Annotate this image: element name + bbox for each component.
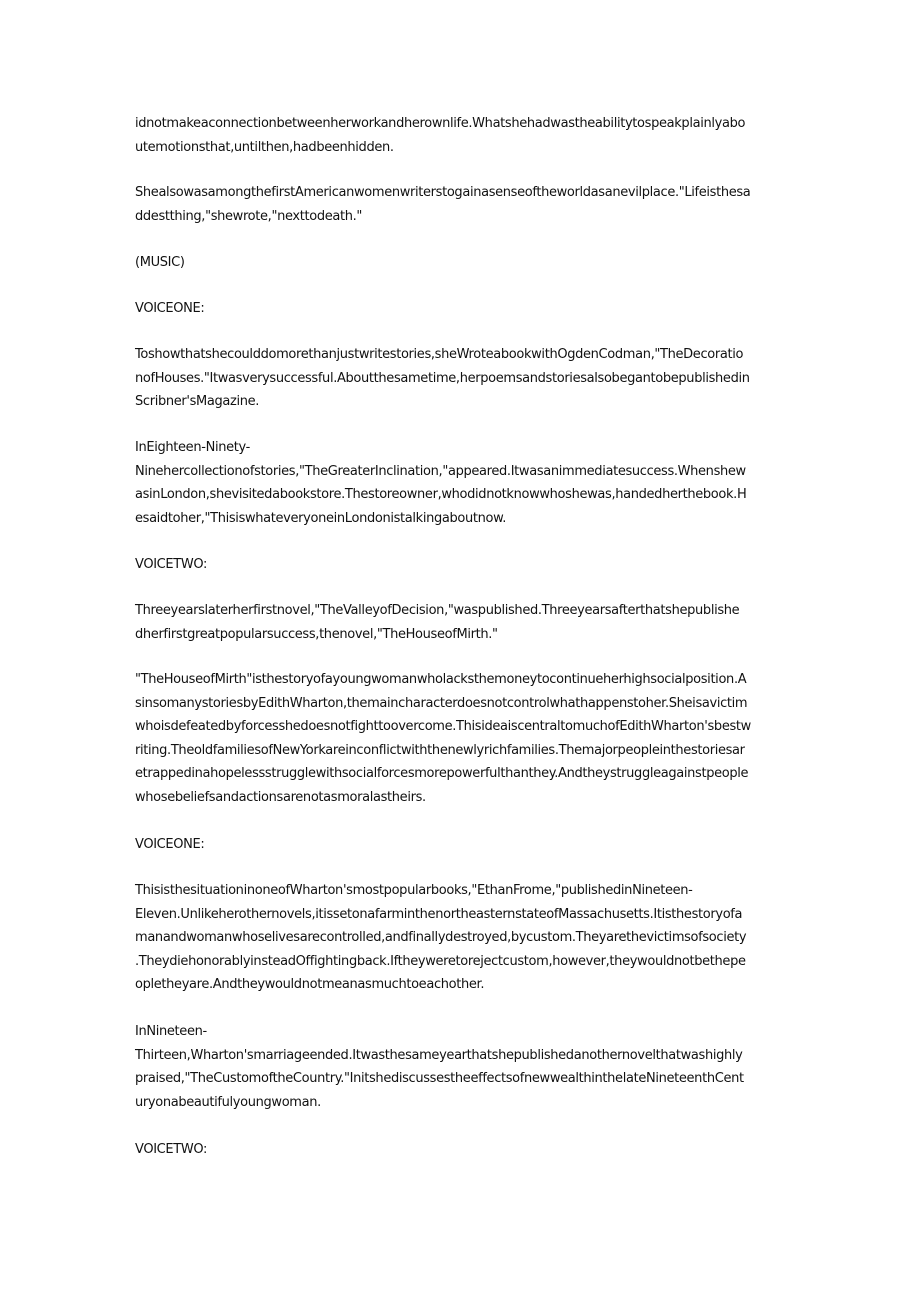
- text-line: whosebeliefsandactionsarenotasmoralastheirs.: [135, 789, 426, 805]
- text-line: uryonabeautifulyoungwoman.: [135, 1094, 321, 1110]
- paragraph: [135, 112, 787, 159]
- text-line: Scribner'sMagazine.: [135, 394, 260, 409]
- text-line: asinLondon,shevisitedabookstore.Thestoreowner,whodidnotknowwhoshewas,handedherthebook.H: [135, 487, 747, 502]
- text-line: etrappedinahopelessstrugglewithsocialforcesmorepowerfulthanthey.Andtheystruggleagainstpeople: [135, 766, 749, 781]
- text-line: idnotmakeaconnectionbetweenherworkandherownlife.Whatshehadwastheabilitytospeakplainlyabo: [135, 116, 746, 131]
- paragraph: [135, 879, 787, 997]
- text-line: Thirteen,Wharton'smarriageended.Itwasthesameyearthatshepublishedanothernovelthatwashighly: [135, 1047, 743, 1063]
- text-line: nofHouses."Itwasverysuccessful.Aboutthesametime,herpoemsandstoriesalsobegantobepublishedin: [135, 370, 750, 386]
- speaker-label: [135, 297, 787, 321]
- text-line: ThisisthesituationinoneofWharton'smostpopularbooks,"EthanFrome‚"publishedinNineteen-: [135, 883, 693, 898]
- text-line: "TheHouseofMirth"isthestoryofayoungwomanwholacksthemoneytocontinueherhighsocialposition.A: [135, 672, 747, 687]
- text-line: Toshowthatshecoulddomorethanjustwritestories,sheWroteabookwithOgdenCodman‚"TheDecoratio: [135, 347, 744, 362]
- speaker-label: [135, 1138, 787, 1162]
- text-line: whoisdefeatedbyforcesshedoesnotfighttoovercome.ThisideaiscentraltomuchofEdithWharton'sbestw: [135, 719, 751, 734]
- text-line: opletheyare.Andtheywouldnotmeanasmuchtoeachother.: [135, 977, 485, 992]
- text-line: dherfirstgreatpopularsuccess,thenovel,"TheHouseofMirth.": [135, 626, 498, 642]
- text-line: VOICEONE:: [135, 301, 205, 316]
- text-line: VOICETWO:: [135, 557, 208, 572]
- paragraph: [135, 599, 787, 646]
- text-line: InNineteen-: [135, 1024, 207, 1039]
- paragraph: [135, 1020, 787, 1114]
- text-line: Eleven.Unlikeherothernovels,itissetonafarminthenortheasternstateofMassachusetts.Itisthestoryofa: [135, 906, 743, 922]
- text-line: esaidtoher,"ThisiswhateveryoneinLondonistalkingaboutnow.: [135, 510, 507, 526]
- paragraph: [135, 668, 787, 809]
- text-line: Threeyearslaterherfirstnovel,"TheValleyofDecision,"waspublished.Threeyearsafterthatshepublishe: [135, 603, 740, 618]
- text-line: .TheydiehonorablyinsteadOffightingback.Iftheyweretorejectcustom,however,theywouldnotbethepe: [135, 953, 746, 969]
- speaker-label: [135, 833, 787, 857]
- stage-direction: [135, 251, 787, 275]
- text-line: InEighteen-Ninety-: [135, 440, 250, 455]
- text-line: ShealsowasamongthefirstAmericanwomenwriterstogainasenseoftheworldasanevilplace."Lifeisthesa: [135, 185, 751, 200]
- text-line: praised,"TheCustomoftheCountry."InitshediscussestheeffectsofnewwealthinthelateNineteenthCent: [135, 1071, 744, 1086]
- paragraph: [135, 436, 787, 530]
- paragraph: [135, 181, 787, 228]
- text-line: manandwomanwhoselivesarecontrolled,andfinallydestroyed,bycustom.Theyarethevictimsofsociety: [135, 930, 747, 945]
- speaker-label: [135, 553, 787, 577]
- text-line: sinsomanystoriesbyEdithWharton,themaincharacterdoesnotcontrolwhathappenstoher.Sheisavictim: [135, 695, 748, 711]
- text-line: VOICETWO:: [135, 1142, 208, 1157]
- text-line: utemotionsthat‚untilthen,hadbeenhidden.: [135, 139, 394, 155]
- text-line: (MUSIC): [135, 255, 185, 270]
- text-line: ddestthing,"shewrote,"nexttodeath.": [135, 208, 363, 224]
- text-line: riting.TheoldfamiliesofNewYorkareinconflictwiththenewlyrichfamilies.Themajorpeopleinthestoriesar: [135, 742, 745, 758]
- paragraph: [135, 343, 787, 414]
- text-line: Ninehercollectionofstories,"TheGreaterInclination,"appeared.Itwasanimmediatesuccess.Whenshew: [135, 463, 746, 479]
- text-line: VOICEONE:: [135, 837, 205, 852]
